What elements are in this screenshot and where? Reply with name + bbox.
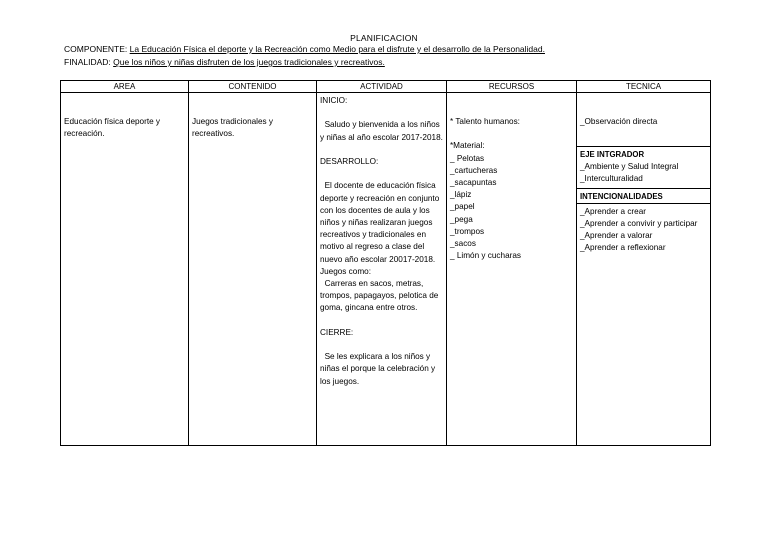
actividad-line: Carreras en sacos, metras, trompos, papagayos, pelotica de goma, gincana entre otros. [320, 279, 441, 313]
actividad-line: CIERRE: [320, 327, 354, 337]
actividad-line [320, 315, 444, 327]
header-actividad: ACTIVIDAD [317, 81, 447, 93]
intencionalidad-item: _Aprender a valorar [580, 231, 653, 241]
componente-value: La Educación Física el deporte y la Recreación como Medio para el disfrute y el desarrollo de la Personalidad. [129, 44, 545, 54]
actividad-line: DESARROLLO: [320, 157, 379, 167]
componente-line [64, 44, 545, 54]
recursos-line: _ Pelotas [450, 153, 485, 163]
actividad-line: Juegos como: [320, 266, 371, 276]
intencionalidades-title: INTENCIONALIDADES [580, 191, 663, 201]
eje-integrador-title: EJE INTGRADOR [580, 150, 645, 159]
actividad-line: INICIO: [320, 96, 348, 105]
actividad-line: Se les explicara a los niños y niñas el porque la celebración y los juegos. [320, 352, 438, 386]
intencionalidad-item: _Aprender a convivir y participar [580, 218, 698, 228]
actividad-line: El docente de educación física deporte y recreación en conjunto con los docentes de aula y los niños y niñas realizaran juegos recreativos y tradicionales en motivo al regreso a clase del nuevo año escolar 20017-2018. [320, 181, 442, 264]
recursos-line: * Talento humanos: [450, 117, 520, 126]
intencionalidad-item: _Aprender a crear [580, 206, 646, 216]
intencionalidades-block [577, 204, 710, 257]
header-area: AREA [61, 81, 189, 93]
eje-item: _Ambiente y Salud Integral [580, 162, 679, 172]
eje-item: _Interculturalidad [580, 174, 643, 184]
header-tecnica: TECNICA [577, 81, 711, 93]
recursos-line: _pega [450, 214, 473, 224]
actividad-line [320, 107, 444, 119]
recursos-line: _trompos [450, 226, 485, 236]
observacion-text: _Observación directa [580, 117, 658, 126]
actividad-line [320, 168, 444, 180]
page-title: PLANIFICACION [350, 33, 418, 43]
area-cell [61, 93, 189, 446]
intencionalidades-title-block [577, 189, 710, 204]
recursos-line: _sacos [450, 239, 476, 249]
tecnica-cell [577, 93, 711, 446]
header-contenido: CONTENIDO [189, 81, 317, 93]
finalidad-label: FINALIDAD: [64, 57, 111, 67]
table-header-row [61, 81, 711, 93]
finalidad-value: Que los niños y niñas disfruten de los juegos tradicionales y recreativos. [113, 57, 385, 67]
table-row [61, 93, 711, 446]
recursos-line: _cartucheras [450, 165, 498, 175]
actividad-line [320, 144, 444, 156]
actividad-line [320, 339, 444, 351]
recursos-cell [447, 93, 577, 446]
componente-label: COMPONENTE: [64, 44, 128, 54]
observacion-block [577, 93, 710, 147]
eje-integrador-block [577, 147, 710, 189]
recursos-line: _papel [450, 202, 475, 212]
actividad-line: Saludo y bienvenida a los niños y niñas al año escolar 2017-2018. [320, 120, 443, 142]
finalidad-line [64, 57, 385, 67]
actividad-cell [317, 93, 447, 446]
recursos-line: *Material: [450, 141, 485, 151]
recursos-line [450, 128, 574, 140]
intencionalidad-item: _Aprender a reflexionar [580, 243, 666, 253]
recursos-line: _ Limón y cucharas [450, 251, 521, 261]
recursos-line: _sacapuntas [450, 178, 497, 188]
contenido-cell [189, 93, 317, 446]
planning-table [60, 80, 711, 446]
area-text: Educación física deporte y recreación. [64, 117, 161, 139]
header-recursos: RECURSOS [447, 81, 577, 93]
contenido-text: Juegos tradicionales y recreativos. [192, 117, 274, 139]
recursos-line: _lápiz [450, 190, 472, 200]
